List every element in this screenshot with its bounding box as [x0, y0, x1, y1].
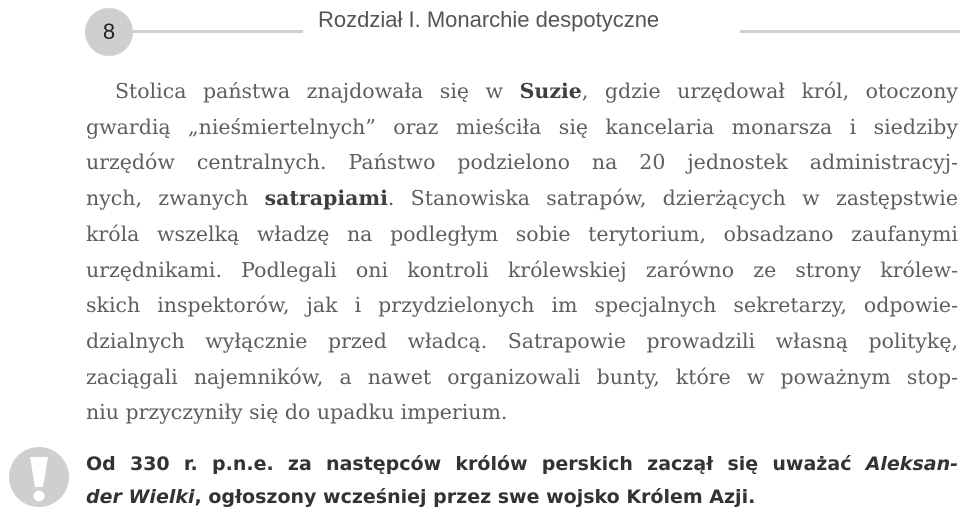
text-run: , gdzie urzędował król, otoczony	[581, 79, 958, 103]
paragraph-line-10: niu przyczyniły się do upadku imperium.	[86, 400, 508, 425]
header-rule-left	[133, 30, 303, 33]
emphasis-name: Aleksan-	[865, 453, 958, 475]
text-run: Stolica państwa znajdowała się w	[115, 79, 520, 103]
chapter-title: Rozdział I. Monarchie despotyczne	[318, 7, 660, 32]
text-run: nych, zwanych	[86, 186, 265, 211]
paragraph-line-7: skich inspektorów, jak i przydzielonych im specjalnych sekretarzy, odpowie-	[86, 293, 958, 318]
term-satrapie: satrapiami	[264, 186, 388, 211]
paragraph-line-5: króla wszelką władzę na podległym sobie terytorium, obsadzano zaufanymi	[86, 221, 958, 246]
text-run: . Stanowiska satrapów, dzierżących w zastępstwie	[387, 186, 958, 211]
paragraph-line-4	[86, 181, 958, 217]
paragraph-line-3: urzędów centralnych. Państwo podzielono na 20 jednostek administracyj-	[86, 150, 958, 175]
main-paragraph	[86, 74, 958, 431]
paragraph-line-8: dzialnych wyłącznie przed władcą. Satrapowie prowadzili własną politykę,	[86, 328, 958, 353]
notice-line-2	[86, 481, 958, 514]
paragraph-line-1	[86, 74, 958, 110]
notice-line-1	[86, 448, 958, 481]
header-rule-right	[740, 30, 960, 33]
exclamation-icon	[8, 446, 70, 508]
paragraph-line-6: urzędnikami. Podlegali oni kontroli królewskiej zarówno ze strony królew-	[86, 257, 958, 282]
page-number-badge	[85, 8, 133, 56]
term-suza: Suzie	[519, 79, 582, 103]
text-run: Od 330 r. p.n.e. za następców królów perskich zaczął się uważać	[86, 453, 866, 475]
text-run: , ogłoszony wcześniej przez swe wojsko Królem Azji.	[194, 486, 756, 508]
notice-text	[86, 448, 958, 514]
paragraph-line-9: zaciągali najemników, a nawet organizowali bunty, które w poważnym stop-	[86, 364, 958, 389]
page-number: 8	[102, 19, 116, 44]
emphasis-name: der Wielki	[86, 486, 195, 508]
paragraph-line-2: gwardią „nieśmiertelnych” oraz mieściła się kancelaria monarsza i siedziby	[86, 114, 958, 139]
